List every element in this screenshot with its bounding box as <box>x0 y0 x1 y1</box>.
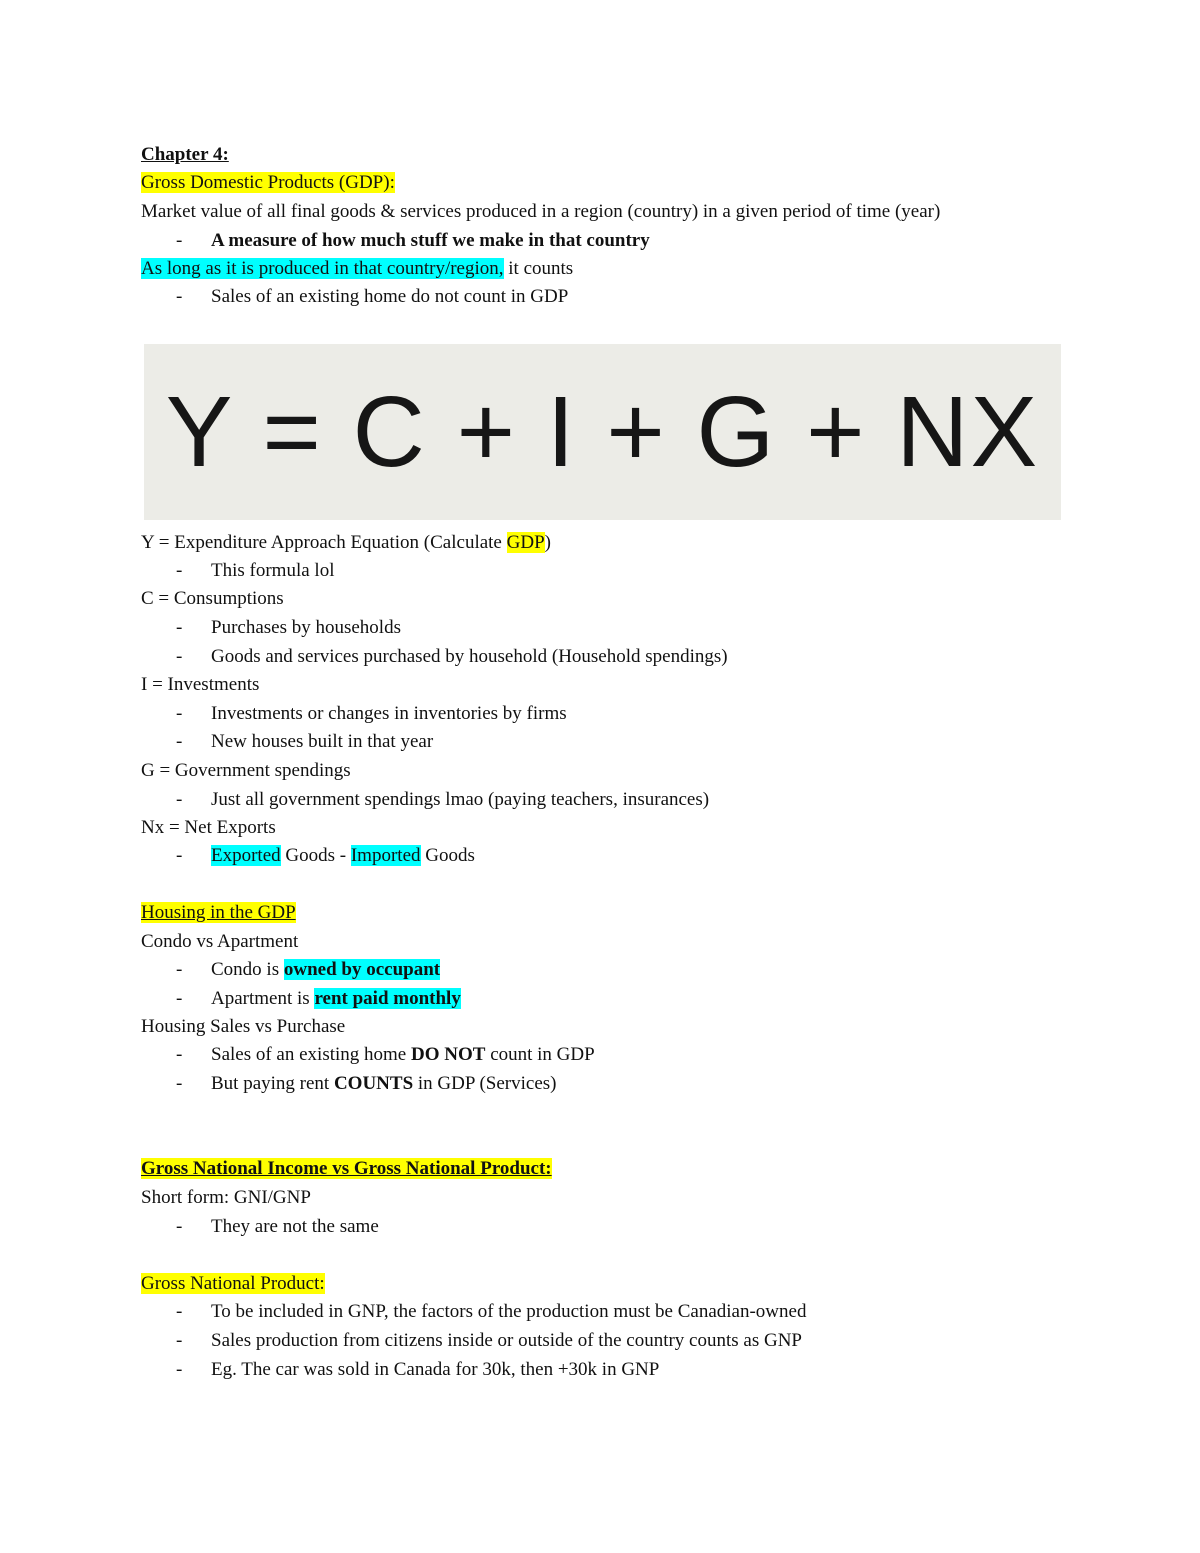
gni-bullet <box>176 1215 379 1239</box>
term-y-line <box>141 531 551 555</box>
term-c-bullet <box>176 616 401 640</box>
bullet-dash: - <box>176 1330 183 1351</box>
gdp-produced-line <box>141 257 573 281</box>
bullet-dash: - <box>176 230 183 251</box>
term-nx-line: Nx = Net Exports <box>141 817 276 838</box>
term-i-bullet <box>176 702 567 726</box>
term-y-highlight: GDP <box>506 532 545 553</box>
sales-suffix: count in GDP <box>485 1044 595 1065</box>
nx-exported: Exported <box>211 845 281 866</box>
sales-prefix: Sales of an existing home <box>211 1044 411 1065</box>
rent-bold: COUNTS <box>333 1073 414 1094</box>
bullet-text: This formula lol <box>211 560 335 581</box>
housing-condo-bullet <box>176 958 440 982</box>
produced-rest: it counts <box>503 258 574 279</box>
term-c-line: C = Consumptions <box>141 588 284 609</box>
bullet-text: Eg. The car was sold in Canada for 30k, then +30k in GNP <box>211 1359 660 1380</box>
formula-text: Y = C + I + G + NX <box>165 375 1040 488</box>
produced-highlight: As long as it is produced in that country/region, <box>141 258 504 279</box>
condo-highlight: owned by occupant <box>283 959 441 980</box>
chapter-title: Chapter 4: <box>141 144 229 165</box>
term-i-line: I = Investments <box>141 674 260 695</box>
bullet-dash: - <box>176 959 183 980</box>
bullet-dash: - <box>176 646 183 667</box>
term-g-line: G = Government spendings <box>141 760 351 781</box>
bullet-dash: - <box>176 703 183 724</box>
term-i-bullet <box>176 730 433 754</box>
bullet-text: Just all government spendings lmao (paying teachers, insurances) <box>211 789 710 810</box>
bullet-text: Sales production from citizens inside or outside of the country counts as GNP <box>211 1330 803 1351</box>
condo-prefix: Condo is <box>211 959 284 980</box>
gdp-bullet-measure <box>176 229 650 253</box>
term-y-prefix: Y = Expenditure Approach Equation (Calculate <box>141 532 507 553</box>
apt-prefix: Apartment is <box>211 988 315 1009</box>
bullet-text: Sales of an existing home do not count in GDP <box>211 286 569 307</box>
gni-heading: Gross National Income vs Gross National Product: <box>141 1158 552 1179</box>
rent-prefix: But paying rent <box>211 1073 334 1094</box>
gnp-bullet <box>176 1358 659 1382</box>
bullet-text: Goods and services purchased by household (Household spendings) <box>211 646 728 667</box>
gdp-bullet-existing-home <box>176 285 568 309</box>
bullet-dash: - <box>176 1359 183 1380</box>
bullet-text: New houses built in that year <box>211 731 434 752</box>
formula-image <box>144 344 1061 520</box>
gdp-definition: Market value of all final goods & services produced in a region (country) in a given period of time (year) <box>141 201 941 222</box>
bullet-dash: - <box>176 789 183 810</box>
apt-highlight: rent paid monthly <box>314 988 461 1009</box>
housing-heading-line <box>141 901 296 925</box>
bullet-text: A measure of how much stuff we make in that country <box>211 230 650 251</box>
housing-rent-bullet <box>176 1072 557 1096</box>
gdp-heading-line <box>141 171 395 195</box>
bullet-text: Investments or changes in inventories by firms <box>211 703 567 724</box>
bullet-dash: - <box>176 617 183 638</box>
housing-apt-bullet <box>176 987 461 1011</box>
gni-heading-line <box>141 1157 552 1181</box>
gnp-heading: Gross National Product: <box>141 1273 325 1294</box>
term-y-bullet <box>176 559 334 583</box>
bullet-dash: - <box>176 1044 183 1065</box>
gnp-bullet <box>176 1300 806 1324</box>
housing-heading: Housing in the GDP <box>141 902 296 923</box>
bullet-dash: - <box>176 845 183 866</box>
sales-bold: DO NOT <box>411 1044 486 1065</box>
housing-sales-vs: Housing Sales vs Purchase <box>141 1016 346 1037</box>
nx-imported: Imported <box>350 845 421 866</box>
gni-short-form: Short form: GNI/GNP <box>141 1187 311 1208</box>
term-c-bullet <box>176 645 728 669</box>
housing-sales-bullet <box>176 1043 595 1067</box>
bullet-dash: - <box>176 1301 183 1322</box>
housing-condo-vs: Condo vs Apartment <box>141 931 299 952</box>
bullet-dash: - <box>176 560 183 581</box>
bullet-dash: - <box>176 731 183 752</box>
bullet-text: Purchases by households <box>211 617 401 638</box>
nx-mid: Goods - <box>280 845 351 866</box>
term-g-bullet <box>176 788 709 812</box>
bullet-dash: - <box>176 1073 183 1094</box>
bullet-dash: - <box>176 1216 183 1237</box>
term-nx-bullet <box>176 844 475 868</box>
bullet-dash: - <box>176 286 183 307</box>
rent-suffix: in GDP (Services) <box>413 1073 557 1094</box>
term-y-suffix: ) <box>544 532 551 553</box>
bullet-text: They are not the same <box>211 1216 379 1237</box>
bullet-text: To be included in GNP, the factors of the production must be Canadian-owned <box>211 1301 807 1322</box>
gnp-heading-line <box>141 1272 325 1296</box>
gdp-heading: Gross Domestic Products (GDP): <box>141 172 395 193</box>
gnp-bullet <box>176 1329 802 1353</box>
bullet-dash: - <box>176 988 183 1009</box>
nx-end: Goods <box>420 845 475 866</box>
